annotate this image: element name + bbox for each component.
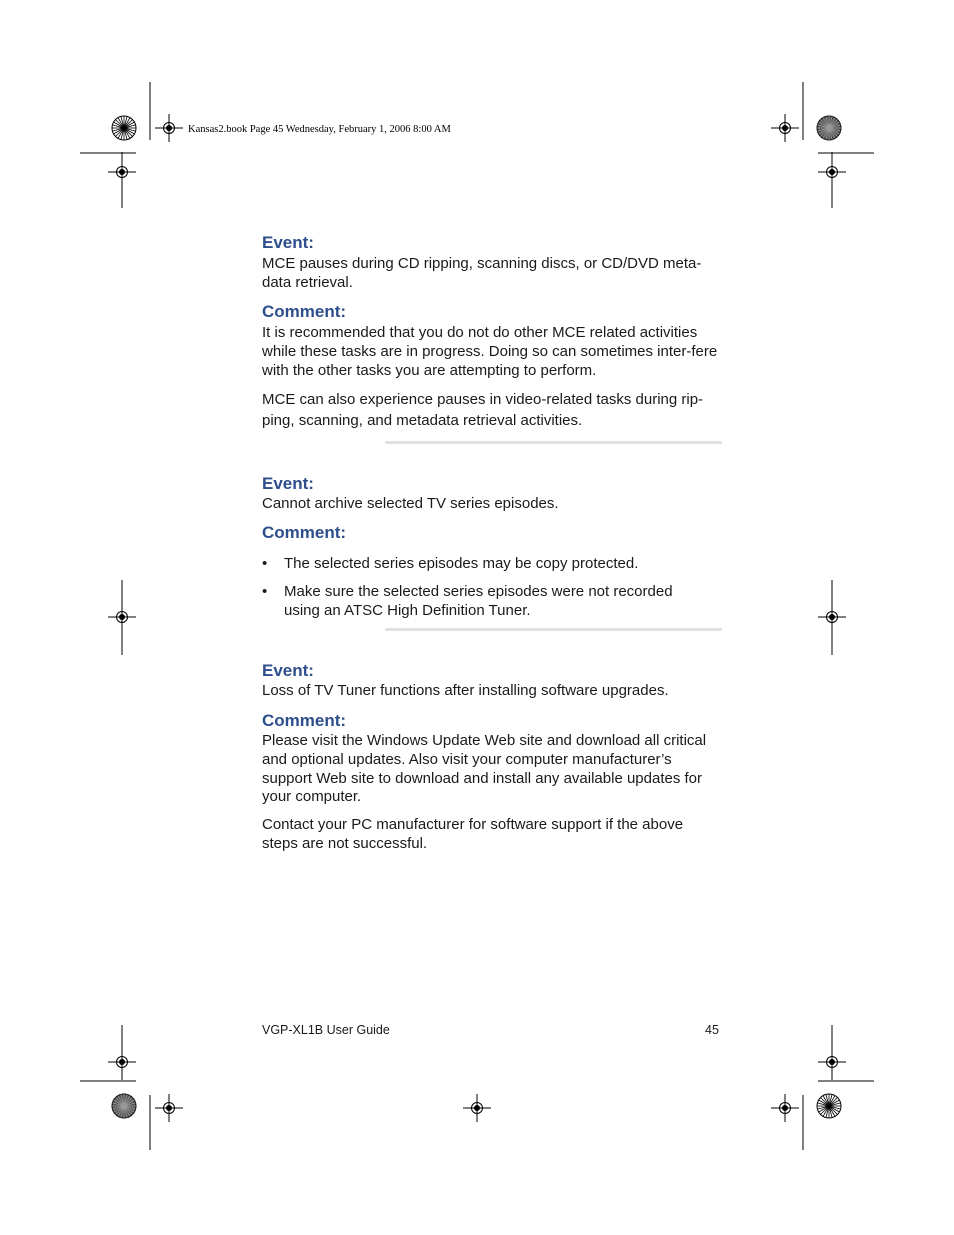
registration-target-icon xyxy=(771,1094,799,1122)
registration-target-icon xyxy=(155,114,183,142)
comment-heading-2: Comment: xyxy=(262,523,347,542)
event-text-3: Loss of TV Tuner functions after installing software upgrades. xyxy=(262,682,669,699)
starburst-icon xyxy=(817,116,841,140)
registration-target-icon xyxy=(771,114,799,142)
footer-page-number: 45 xyxy=(705,1023,719,1037)
starburst-icon xyxy=(112,1094,136,1118)
registration-target-icon xyxy=(155,1094,183,1122)
section-divider xyxy=(385,628,722,631)
event-heading-3: Event: xyxy=(262,661,314,680)
book-info-header: Kansas2.book Page 45 Wednesday, February 1, 2006 8:00 AM xyxy=(188,124,451,135)
registration-target-icon xyxy=(108,1048,136,1076)
bullet-text: The selected series episodes may be copy protected. xyxy=(284,555,639,572)
comment-paragraph-3a: Please visit the Windows Update Web site and download all critical and optional updates. Also visit your computer manufacturer’s support Web site to download and install any available updates for your computer. xyxy=(262,732,707,806)
starburst-icon xyxy=(112,116,136,140)
list-item xyxy=(262,583,704,621)
registration-target-icon xyxy=(818,158,846,186)
list-item xyxy=(262,555,724,574)
comment-heading-1: Comment: xyxy=(262,302,347,321)
comment-paragraph-1b: MCE can also experience pauses in video-related tasks during rip-ping, scanning, and metadata retrieval activities. xyxy=(262,391,704,429)
comment-paragraph-3b: Contact your PC manufacturer for software support if the above steps are not successful. xyxy=(262,816,684,852)
registration-target-icon xyxy=(818,603,846,631)
section-divider xyxy=(385,441,722,444)
comment-paragraph-1a: It is recommended that you do not do other MCE related activities while these tasks are in progress. Doing so can sometimes inter-fere with the other tasks you are attempting to perform. xyxy=(262,324,718,379)
event-text-1: MCE pauses during CD ripping, scanning discs, or CD/DVD meta-data retrieval. xyxy=(262,255,702,291)
comment-heading-3: Comment: xyxy=(262,711,347,730)
bullet-icon: • xyxy=(262,583,268,600)
starburst-icon xyxy=(817,1094,841,1118)
registration-target-icon xyxy=(463,1094,491,1122)
bullet-text: Make sure the selected series episodes were not recorded using an ATSC High Definition Tuner. xyxy=(284,583,673,619)
event-heading-1: Event: xyxy=(262,233,314,252)
registration-target-icon xyxy=(108,158,136,186)
registration-target-icon xyxy=(108,603,136,631)
event-heading-2: Event: xyxy=(262,474,314,493)
event-text-2: Cannot archive selected TV series episodes. xyxy=(262,495,559,512)
footer-guide-title: VGP-XL1B User Guide xyxy=(262,1023,390,1037)
registration-target-icon xyxy=(818,1048,846,1076)
bullet-icon: • xyxy=(262,555,268,572)
